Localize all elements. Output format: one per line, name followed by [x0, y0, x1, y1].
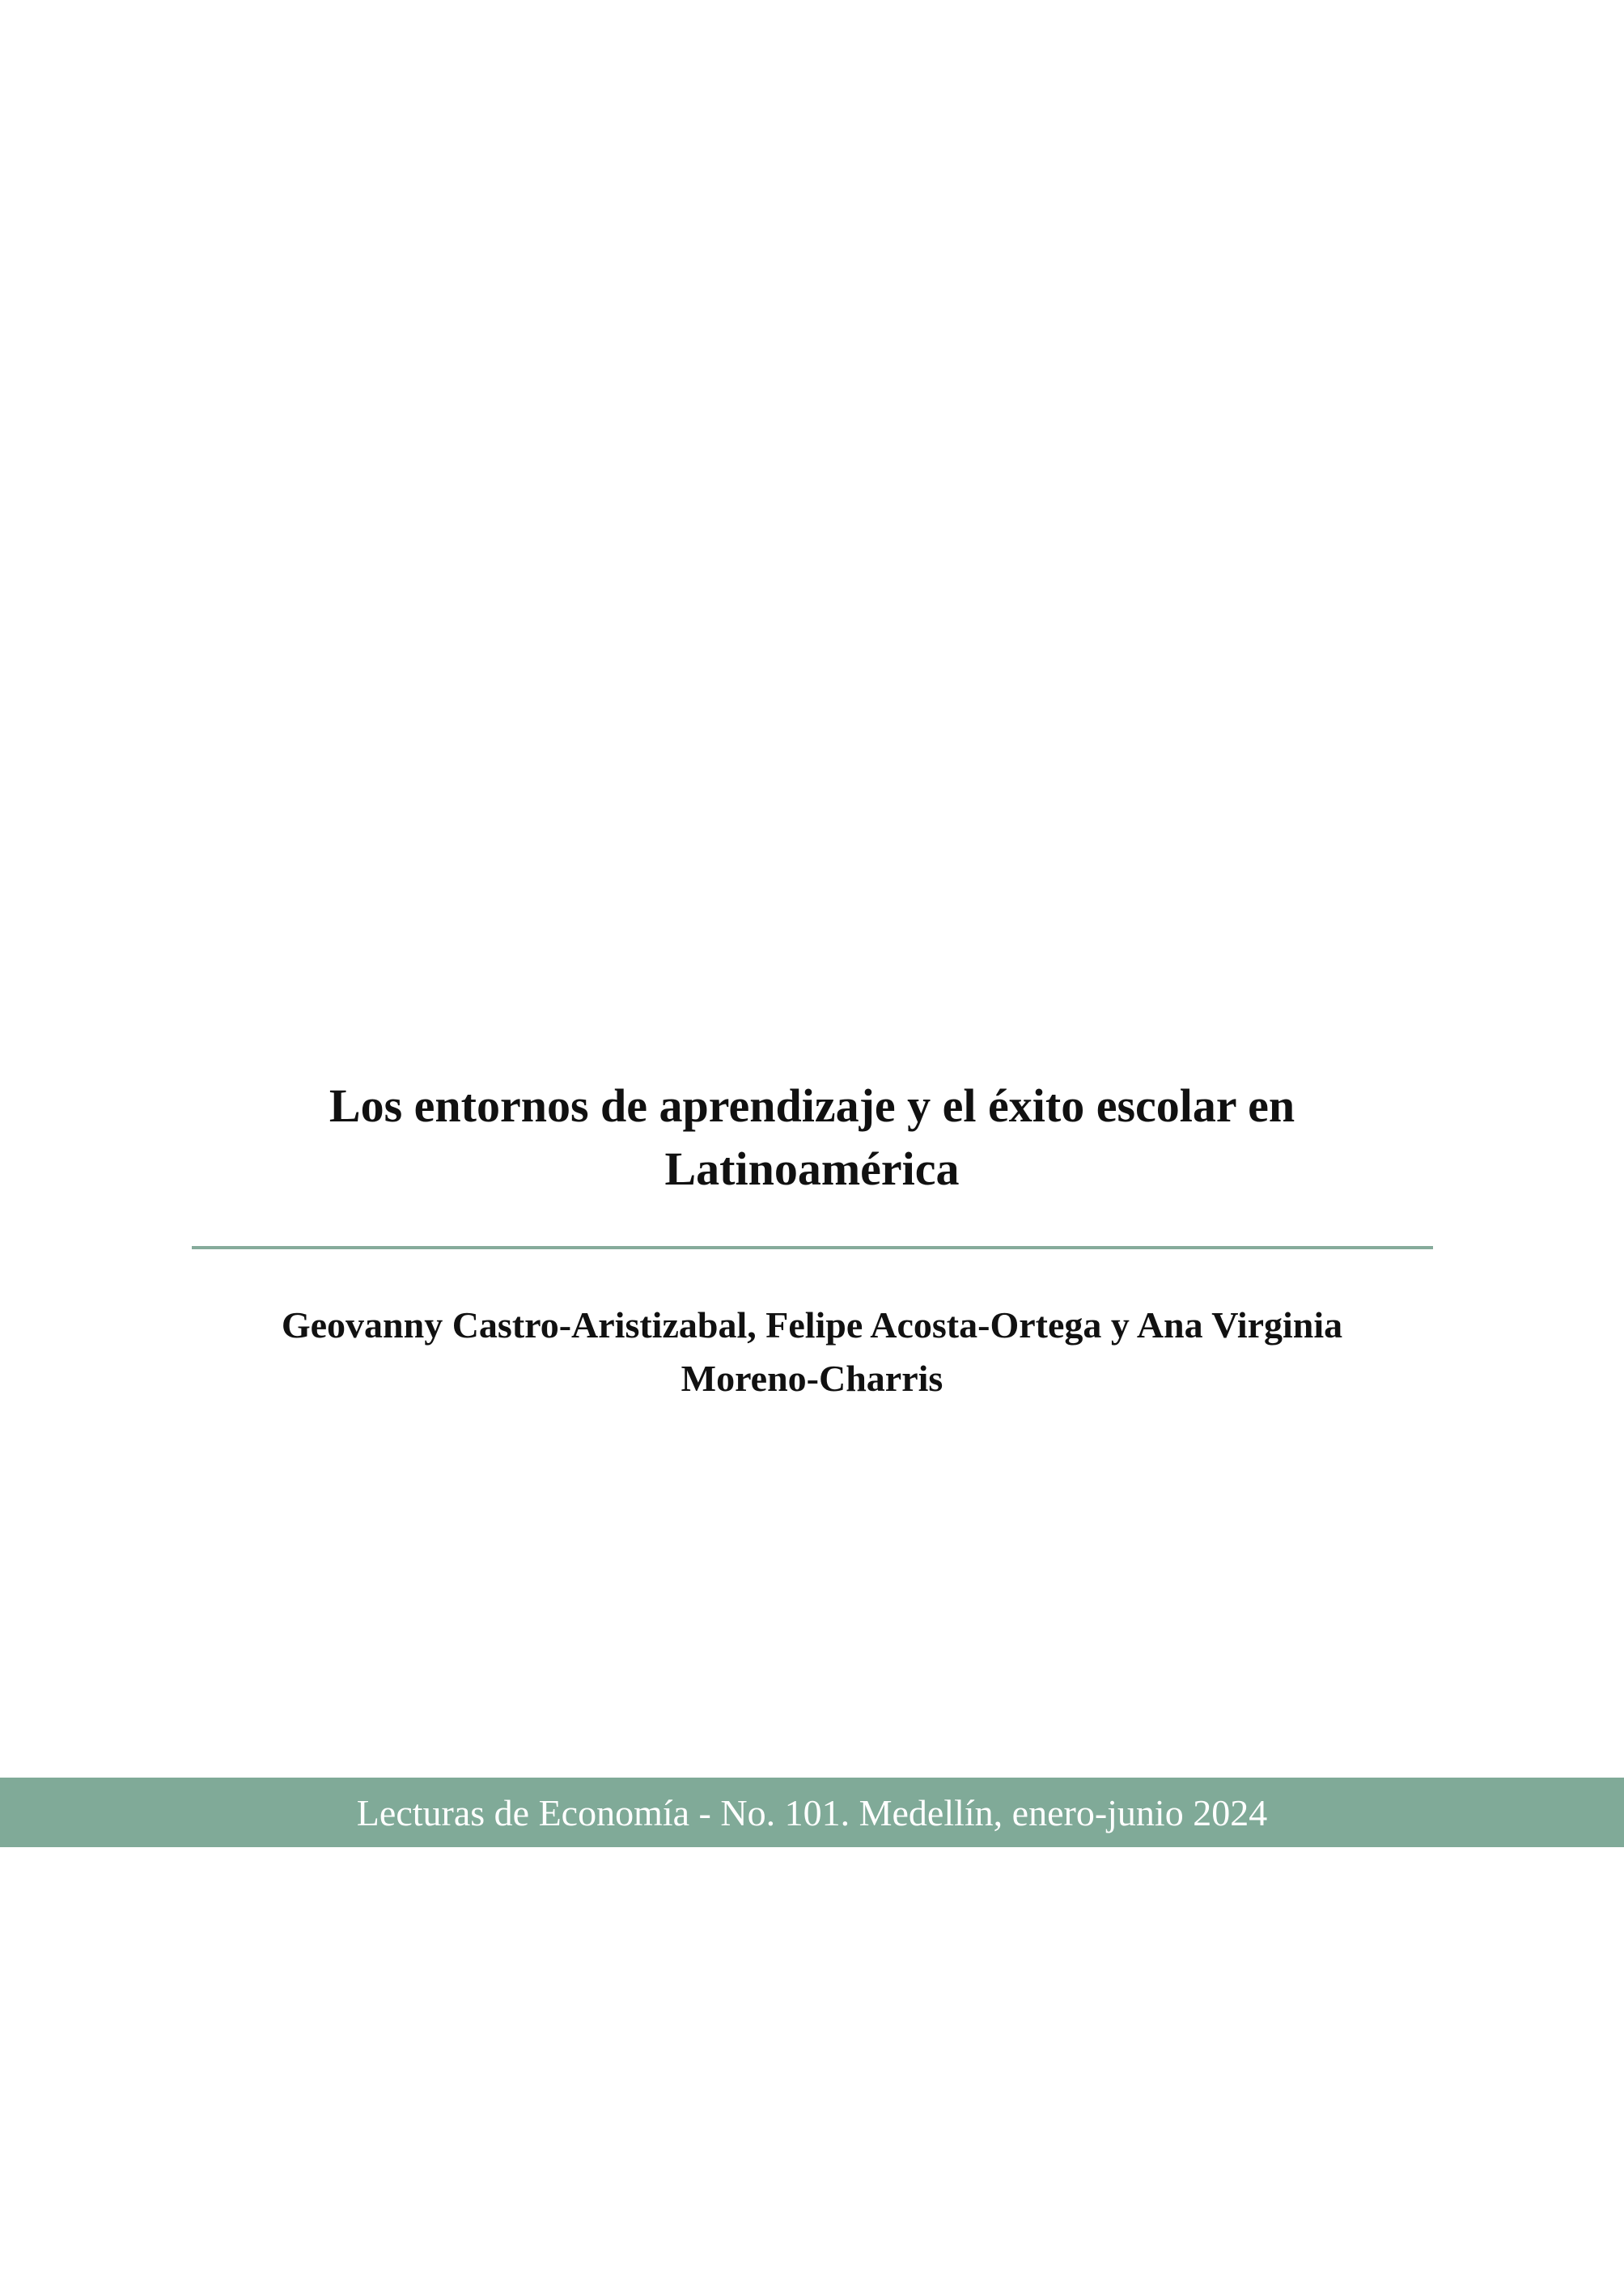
title-divider [192, 1246, 1433, 1249]
journal-footer-band [0, 1778, 1624, 1847]
title-line-1: Los entornos de aprendizaje y el éxito escolar en [329, 1079, 1295, 1132]
authors [0, 1299, 1624, 1405]
title-line-2: Latinoamérica [664, 1142, 960, 1195]
authors-line-1: Geovanny Castro-Aristizabal, Felipe Acosta-Ortega y Ana Virginia [281, 1304, 1343, 1346]
journal-citation: Lecturas de Economía - No. 101. Medellín, enero-junio 2024 [356, 1791, 1268, 1833]
authors-line-2: Moreno-Charris [681, 1358, 943, 1399]
document-title [0, 1074, 1624, 1201]
